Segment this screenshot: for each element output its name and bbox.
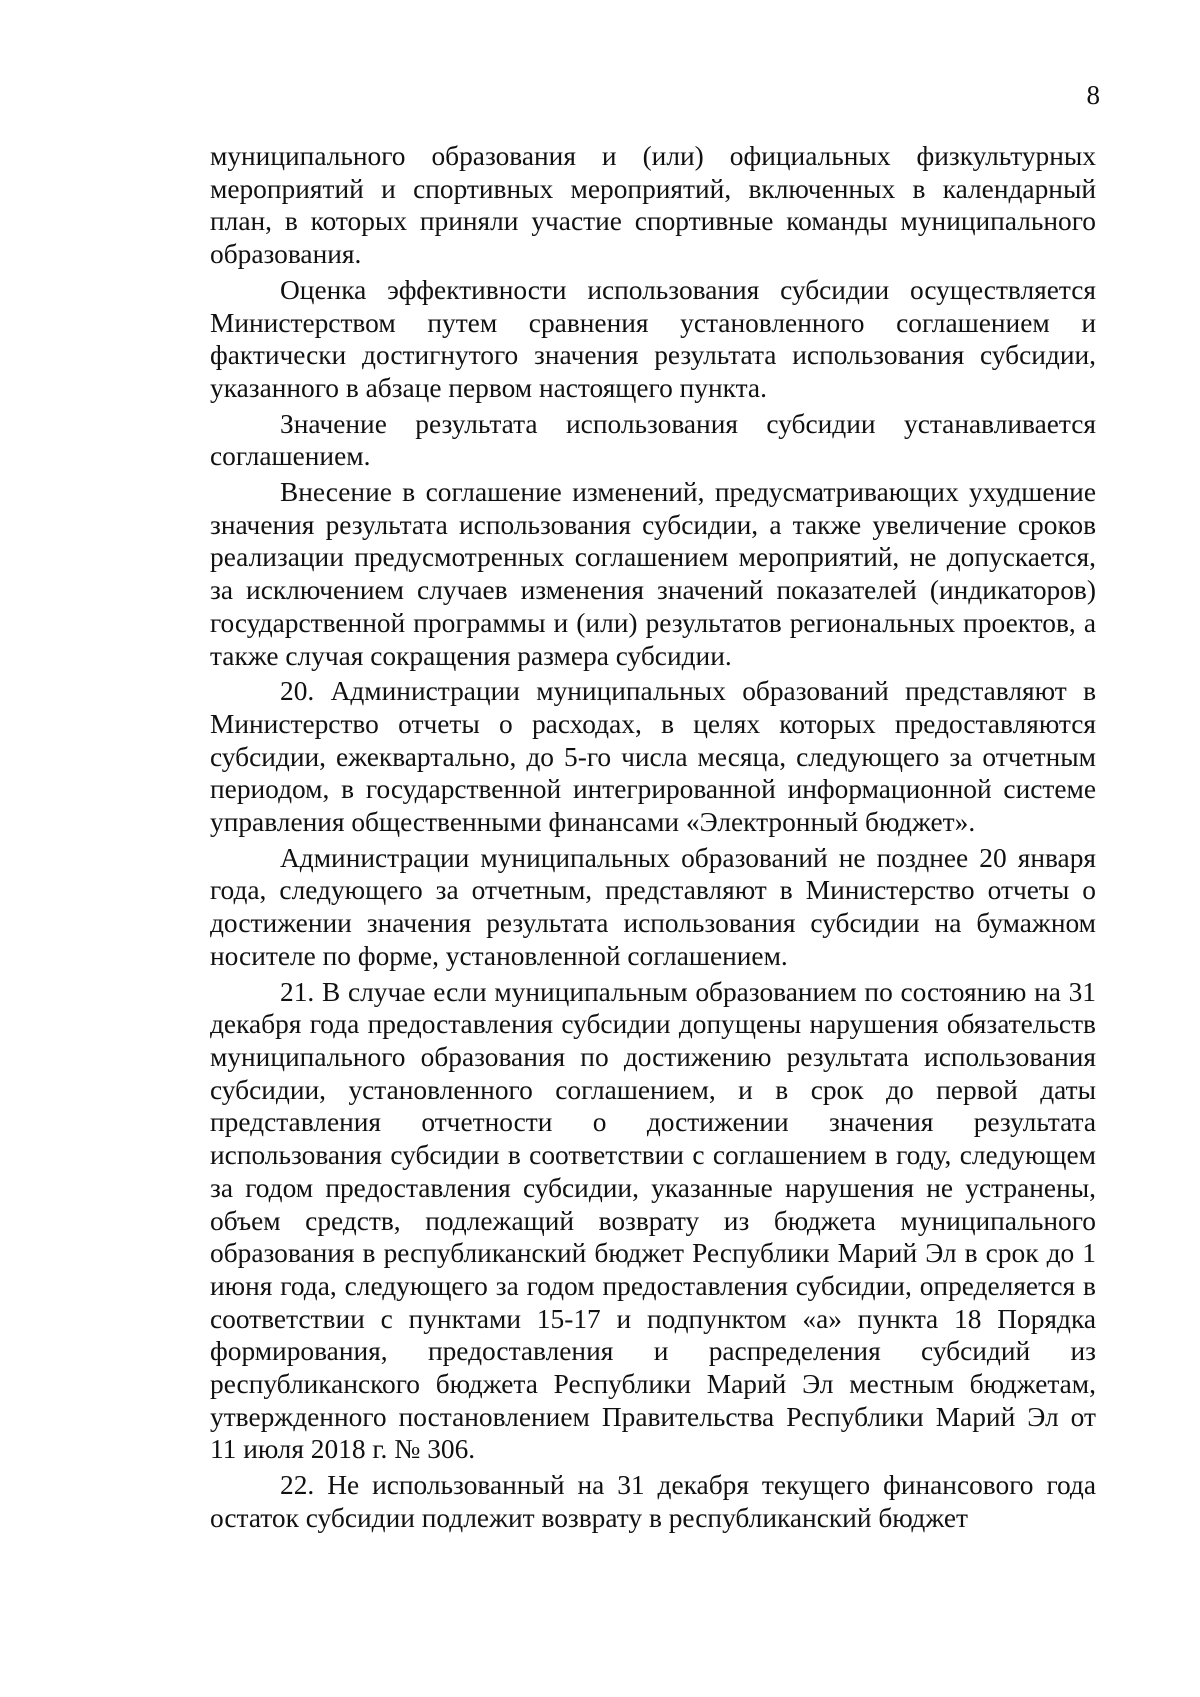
paragraph-item-21: 21. В случае если муниципальным образованием по состоянию на 31 декабря года предоставления субсидии допущены нарушения обязательств муниципального образования по достижению результата использования субсидии, установленного соглашением, и в срок до первой даты представления отчетности о достижении значения результата использования субсидии в соответствии с соглашением в году, следующем за годом предоставления субсидии, указанные нарушения не устранены, объем средств, подлежащий возврату из бюджета муниципального образования в республиканский бюджет Республики Марий Эл в срок до 1 июня года, следующего за годом предоставления субсидии, определяется в соответствии с пунктами 15-17 и подпунктом «а» пункта 18 Порядка формирования, предоставления и распределения субсидий из республиканского бюджета Республики Марий Эл местным бюджетам, утвержденного постановлением Правительства Республики Марий Эл от 11 июля 2018 г. № 306. — [210, 976, 1096, 1465]
paragraph-effectiveness-assessment: Оценка эффективности использования субсидии осуществляется Министерством путем сравнения установленного соглашением и фактически достигнутого значения результата использования субсидии, указанного в абзаце первом настоящего пункта. — [210, 274, 1096, 403]
paragraph-annual-reports: Администрации муниципальных образований не позднее 20 января года, следующего за отчетным, представляют в Министерство отчеты о достижении значения результата использования субсидии на бумажном носителе по форме, установленной соглашением. — [210, 842, 1096, 971]
paragraph-amendments: Внесение в соглашение изменений, предусматривающих ухудшение значения результата использования субсидии, а также увеличение сроков реализации предусмотренных соглашением мероприятий, не допускается, за исключением случаев изменения значений показателей (индикаторов) государственной программы и (или) результатов региональных проектов, а также случая сокращения размера субсидии. — [210, 477, 1096, 671]
document-body — [210, 140, 1096, 1535]
paragraph-continuation: муниципального образования и (или) официальных физкультурных мероприятий и спортивных мероприятий, включенных в календарный план, в которых приняли участие спортивные команды муниципального образования. — [210, 141, 1096, 270]
paragraph-result-value: Значение результата использования субсидии устанавливается соглашением. — [210, 408, 1096, 472]
page-number: 8 — [1086, 80, 1100, 110]
paragraph-item-22: 22. Не использованный на 31 декабря текущего финансового года остаток субсидии подлежит возврату в республиканский бюджет — [210, 1470, 1096, 1533]
paragraph-item-20: 20. Администрации муниципальных образований представляют в Министерство отчеты о расходах, в целях которых предоставляются субсидии, ежеквартально, до 5-го числа месяца, следующего за отчетным периодом, в государственной интегрированной информационной системе управления общественными финансами «Электронный бюджет». — [210, 676, 1096, 838]
